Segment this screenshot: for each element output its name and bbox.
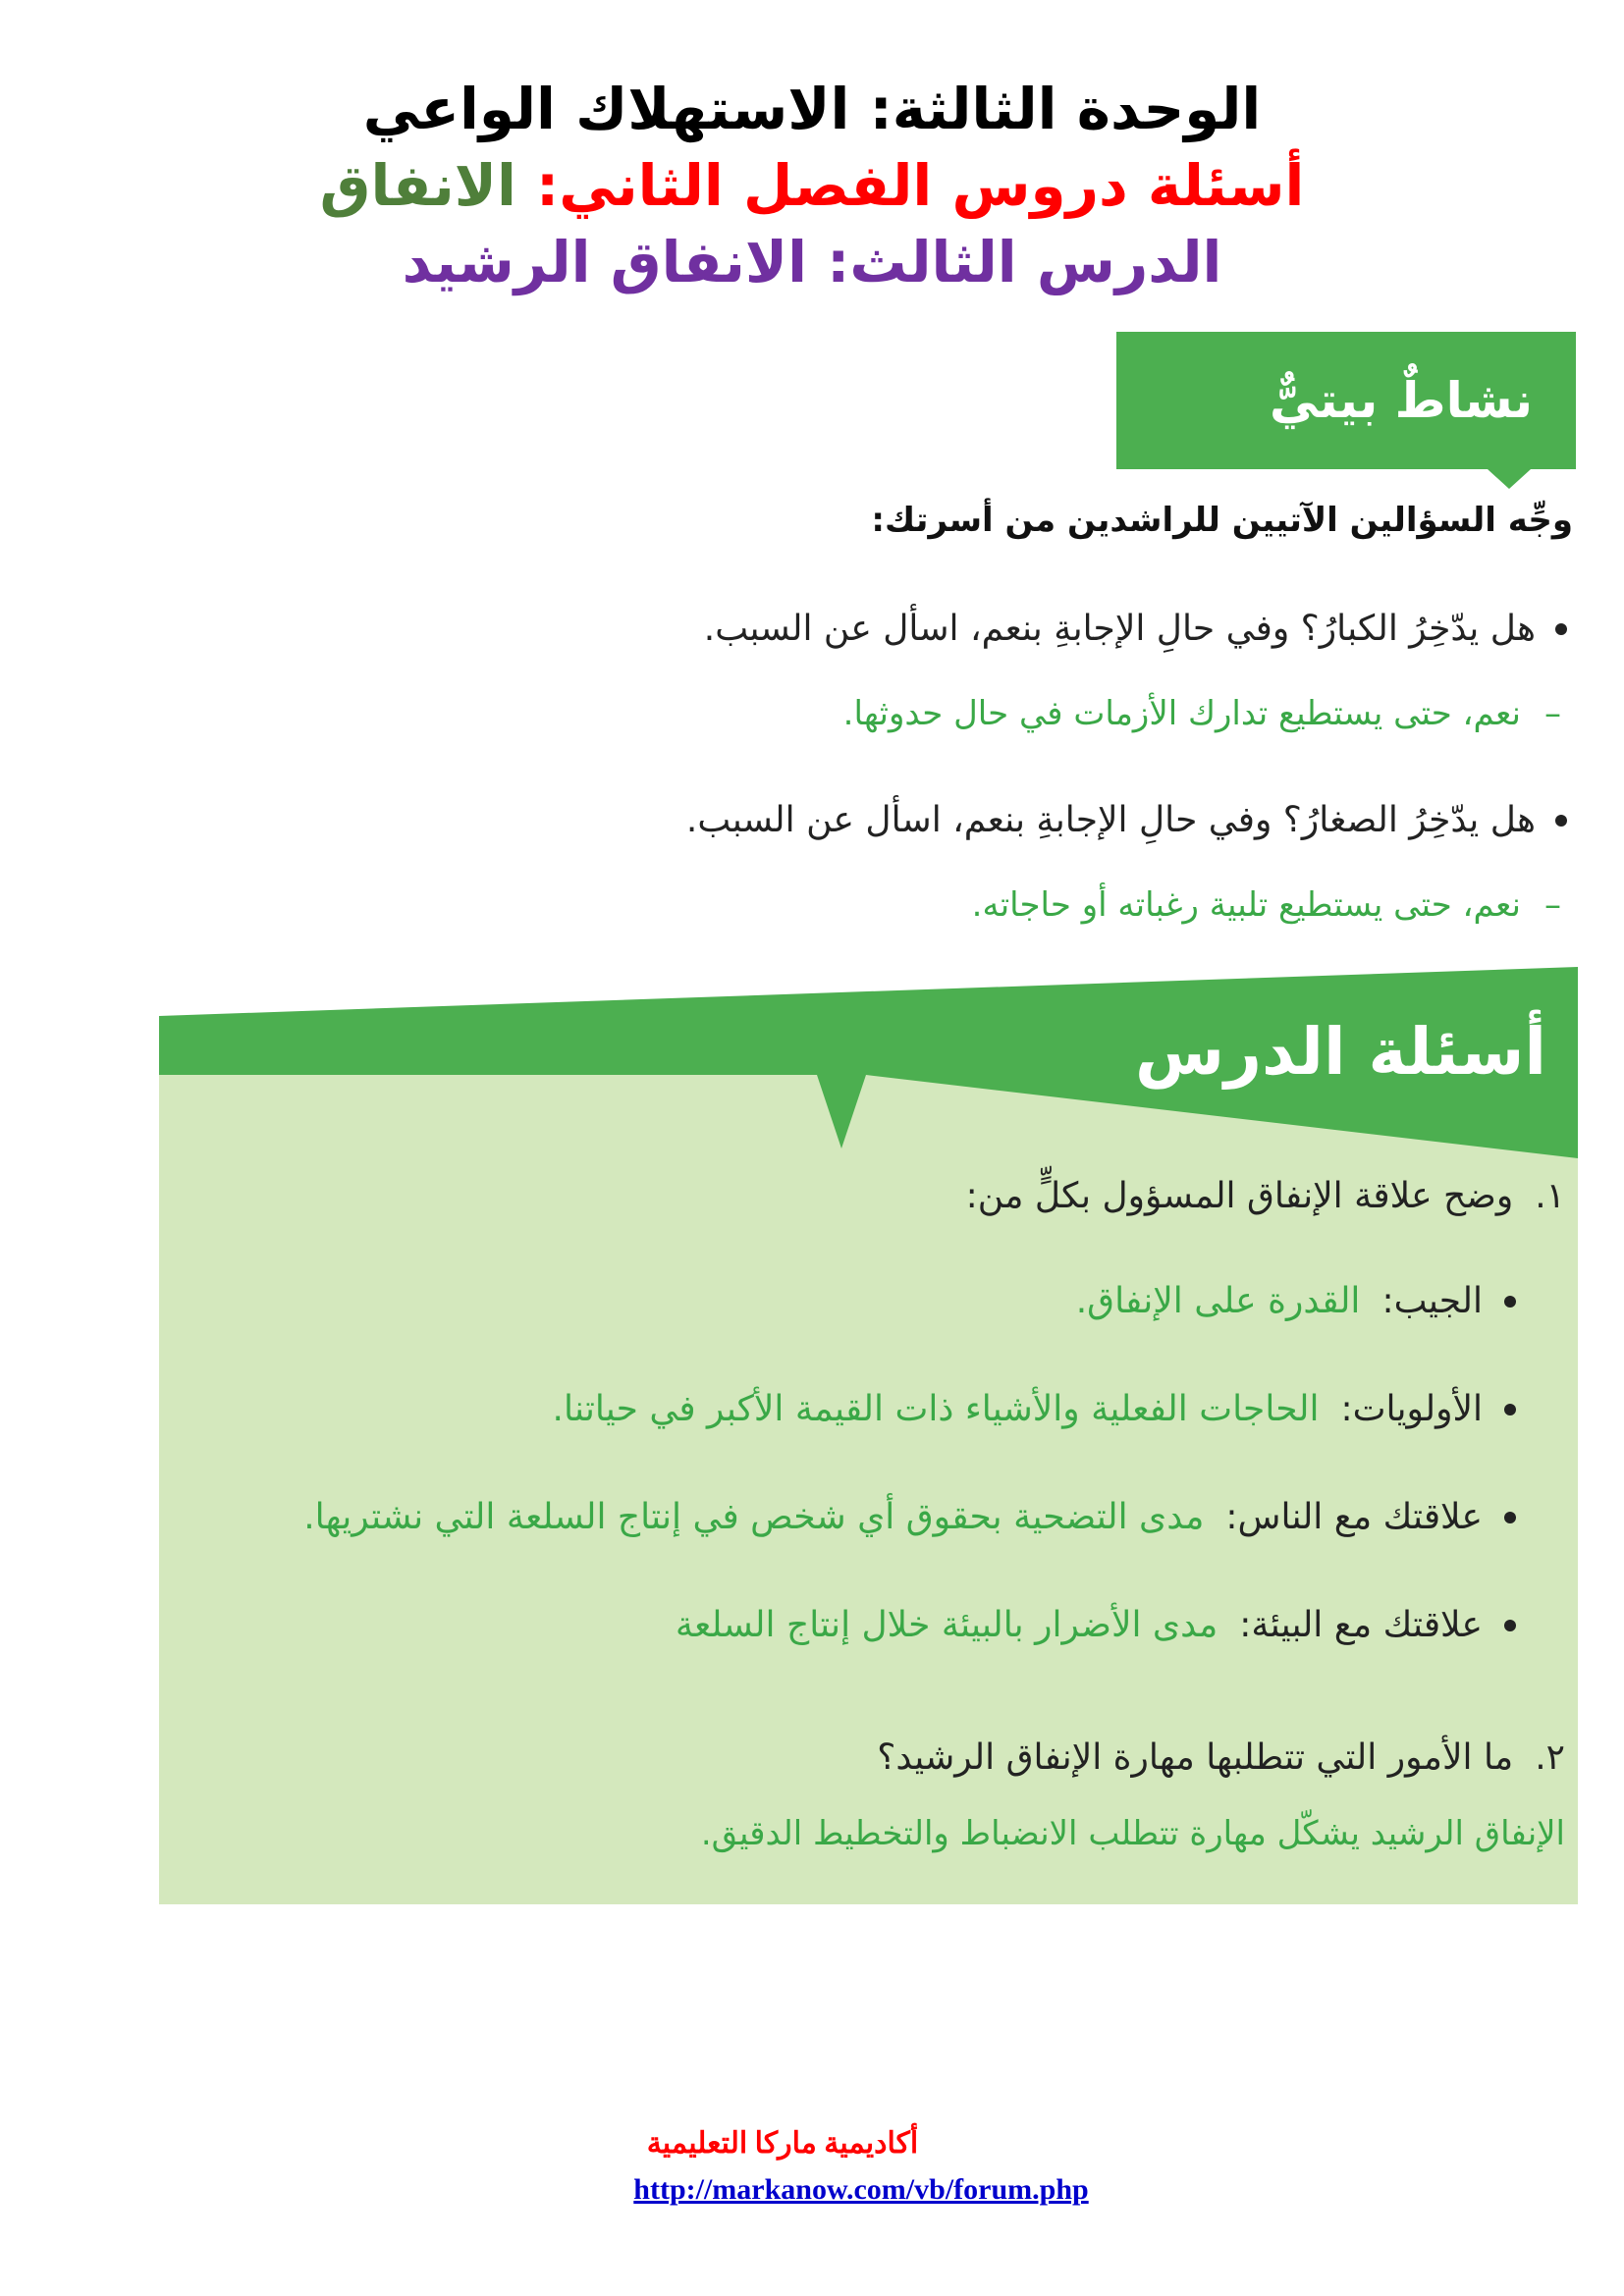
activity-question: هل يدّخِرُ الكبارُ؟ وفي حالِ الإجابةِ بنعم، اسأل عن السبب. [703, 609, 1536, 649]
bullet-icon [1504, 1404, 1516, 1415]
footer-organization: أكاديمية ماركا التعليمية [646, 2127, 919, 2160]
lesson-title: الدرس الثالث: الانفاق الرشيد [402, 228, 1222, 295]
list-item [1076, 1281, 1516, 1321]
lesson-questions-content [230, 0, 1565, 2296]
home-activity-title: نشاطٌ بيتيٌّ [1270, 372, 1533, 429]
question-text: ما الأمور التي تتطلبها مهارة الإنفاق الرشيد؟ [877, 1737, 1514, 1778]
chapter-prefix: أسئلة دروس الفصل الثاني: [536, 151, 1305, 219]
item-term: الجيب: [1381, 1281, 1483, 1321]
item-term: الأولويات: [1340, 1389, 1483, 1429]
list-item [303, 1497, 1516, 1537]
list-item [676, 1605, 1516, 1645]
list-item [553, 1389, 1516, 1429]
activity-answer: نعم، حتى يستطيع تلبية رغباته أو حاجاته. [971, 885, 1521, 925]
question-1 [966, 1176, 1565, 1216]
lesson-questions-title: أسئلة الدرس [1134, 1014, 1546, 1090]
question-text: وضح علاقة الإنفاق المسؤول بكلٍّ من: [965, 1176, 1514, 1216]
bullet-icon [1504, 1620, 1516, 1631]
chapter-topic: الانفاق [319, 151, 516, 219]
activity-answer: نعم، حتى يستطيع تدارك الأزمات في حال حدوثها. [842, 694, 1521, 733]
dash-icon: – [1544, 885, 1561, 925]
item-definition: مدى الأضرار بالبيئة خلال إنتاج السلعة [675, 1605, 1218, 1645]
bullet-icon [1504, 1296, 1516, 1308]
item-term: علاقتك مع الناس: [1225, 1497, 1483, 1537]
activity-question: هل يدّخِرُ الصغارُ؟ وفي حالِ الإجابةِ بنعم، اسأل عن السبب. [685, 800, 1536, 840]
bullet-icon [1504, 1512, 1516, 1523]
item-term: علاقتك مع البيئة: [1239, 1605, 1483, 1645]
item-definition: الحاجات الفعلية والأشياء ذات القيمة الأكبر في حياتنا. [552, 1389, 1320, 1429]
question-number: ٢. [1535, 1737, 1565, 1778]
question-2 [877, 1737, 1565, 1778]
home-activity-instruction: وجِّه السؤالين الآتيين للراشدين من أسرتك: [871, 501, 1573, 540]
item-definition: القدرة على الإنفاق. [1075, 1281, 1361, 1321]
question-2-answer: الإنفاق الرشيد يشكّل مهارة تتطلب الانضباط والتخطيط الدقيق. [700, 1814, 1565, 1853]
dash-icon: – [1544, 694, 1561, 733]
item-definition: مدى التضحية بحقوق أي شخص في إنتاج السلعة التي نشتريها. [303, 1497, 1205, 1537]
question-number: ١. [1535, 1176, 1565, 1216]
unit-title: الوحدة الثالثة: الاستهلاك الواعي [362, 76, 1262, 142]
footer-link[interactable]: http://markanow.com/vb/forum.php [633, 2173, 1089, 2206]
